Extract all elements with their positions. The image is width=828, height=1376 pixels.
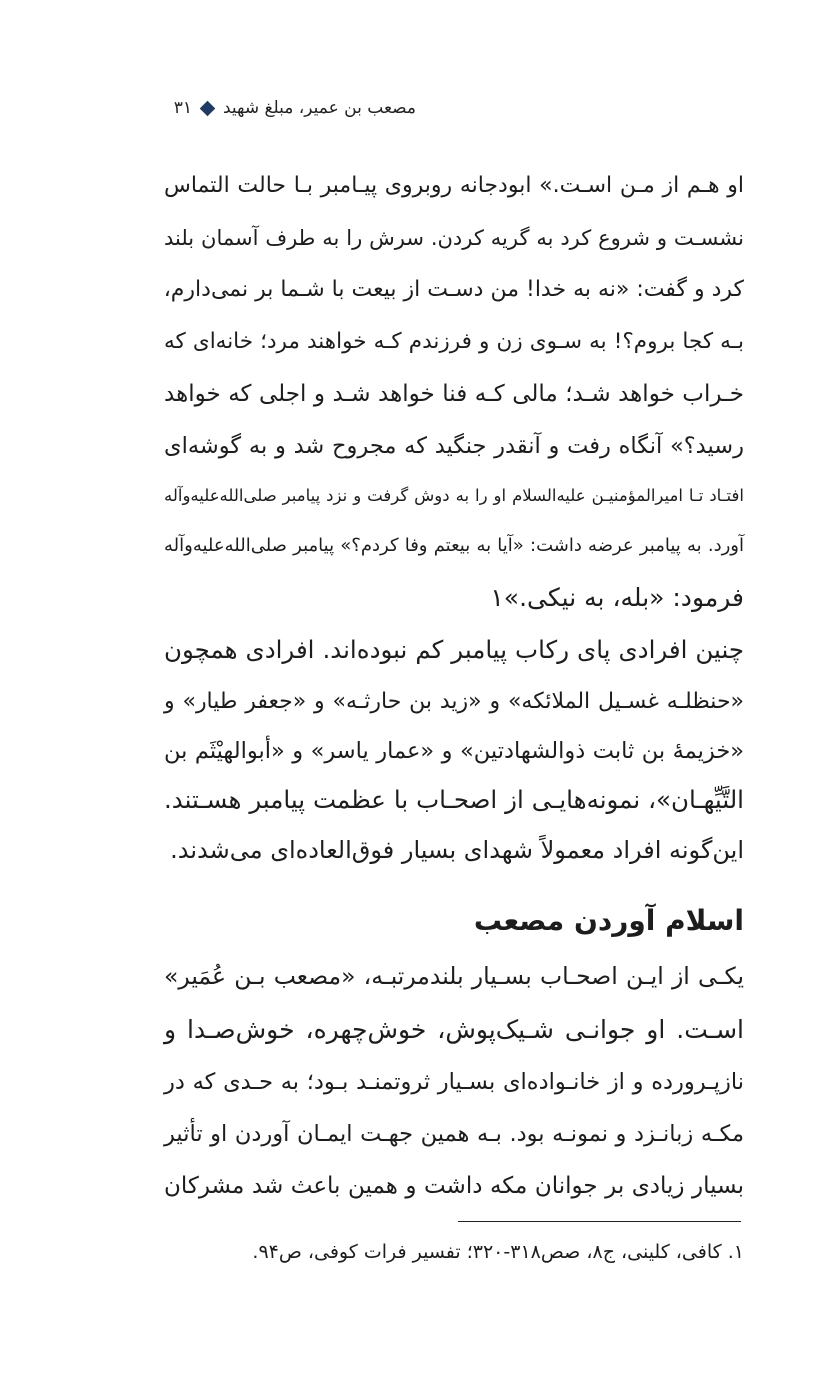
- diamond-ornament-icon: [200, 100, 216, 116]
- paragraph-1-line: کرد و گفت: «نه به خدا! من دسـت از بیعت با شـما بر نمی‌دارم،: [163, 277, 744, 302]
- paragraph-1-line: نشسـت و شروع کرد به گریه کردن. سرش را به طرف آسمان بلند: [164, 226, 744, 250]
- paragraph-1-line: خـراب خواهد شـد؛ مالی کـه فنا خواهد شـد و اجلی که خواهد: [164, 381, 744, 407]
- paragraph-2-line: «خزیمهٔ بن ثابت ذوالشهادتین» و «عمار یاسر» و «أبوالهیْثَم بن: [164, 738, 744, 764]
- section-heading: اسلام آوردن مصعب: [473, 904, 744, 937]
- paragraph-1-line: بـه کجا بروم؟! به سـوی زن و فرزندم کـه خواهند مرد؛ خانه‌ای که: [164, 329, 744, 354]
- paragraph-2-line: این‌گونه افراد معمولاً شهدای بسیار فوق‌العاده‌ای می‌شدند.: [170, 836, 744, 864]
- footnote-divider: [458, 1221, 741, 1222]
- paragraph-1-line: آورد. به پیامبر عرضه داشت: «آیا به بیعتم وفا کردم؟» پیامبر صلی‌الله‌علیه‌وآله: [164, 535, 744, 556]
- paragraph-1-line: افتـاد تـا امیرالمؤمنیـن علیه‌السلام او را به دوش گرفت و نزد پیامبر صلی‌الله‌علیه‌وآله: [164, 486, 744, 505]
- section-line: مکـه زبانـزد و نمونـه بود. بـه همین جهـت ایمـان آوردن او تأثیر: [164, 1121, 744, 1147]
- section-line: نازپـرورده و از خانـواده‌ای بسـیار ثروتمنـد بـود؛ به حـدی که در: [164, 1069, 744, 1095]
- paragraph-1-line: رسید؟» آنگاه رفت و آنقدر جنگید که مجروح شد و به گوشه‌ای: [164, 433, 744, 459]
- footnote: ۱. کافی، کلینی، ج۸، صص۳۱۸-۳۲۰؛ تفسیر فرات کوفی، ص۹۴.: [252, 1241, 744, 1263]
- paragraph-1-line: او هـم از مـن اسـت.» ابودجانه روبروی پیـامبر بـا حالت التماس: [164, 173, 744, 198]
- running-header: [160, 92, 416, 124]
- section-line: یکـی از ایـن اصحـاب بسـیار بلندمرتبـه، «مصعب بـن عُمَیر»: [164, 962, 744, 990]
- paragraph-1-line: فرمود: «بله، به نیکی.»۱: [490, 583, 744, 612]
- page-number: ۳۱: [173, 98, 192, 118]
- paragraph-2-line: التَّیِّهـان»، نمونه‌هایـی از اصحـاب با عظمت پیامبر هسـتند.: [164, 785, 744, 814]
- paragraph-2-line: چنین افرادی پای رکاب پیامبر کم نبوده‌اند. افرادی همچون: [164, 635, 744, 664]
- section-line: اسـت. او جوانـی شـیک‌پوش، خوش‌چهره، خوش‌صـدا و: [164, 1015, 744, 1044]
- section-line: بسیار زیادی بر جوانان مکه داشت و همین باعث شد مشرکان: [164, 1173, 744, 1199]
- paragraph-2-line: «حنظلـه غسـیل الملائکه» و «زید بن حارثـه» و «جعفر طیار» و: [164, 689, 744, 714]
- running-title: مصعب بن عمیر، مبلغ شهید: [222, 98, 416, 118]
